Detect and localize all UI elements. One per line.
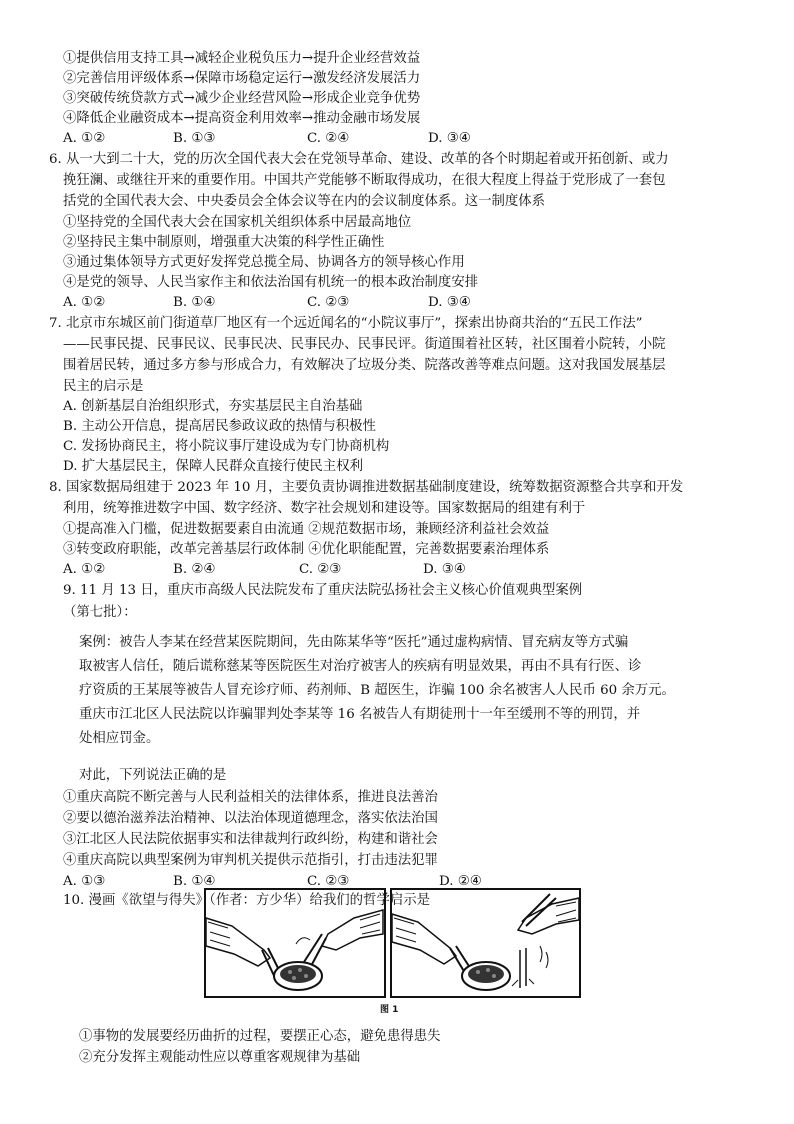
q6-option-1: ①坚持党的全国代表大会在国家机关组织体系中居最高地位 bbox=[63, 215, 412, 230]
q6-stem-line-3: 括党的全国代表大会、中央委员会全体会议等在内的会议制度体系。这一制度体系 bbox=[63, 194, 546, 209]
q5-choice-a: A. ①② bbox=[63, 131, 106, 146]
q10-option-2: ②充分发挥主观能动性应以尊重客观规律为基础 bbox=[79, 1050, 361, 1065]
q9-choice-a: A. ①③ bbox=[63, 874, 106, 889]
q5-option-3: ③突破传统贷款方式→减少企业经营风险→形成企业竞争优势 bbox=[63, 91, 421, 106]
q5-option-4: ④降低企业融资成本→提高资金利用效率→推动金融市场发展 bbox=[63, 111, 421, 126]
q6-stem-line-1: 6. 从一大到二十大，党的历次全国代表大会在党领导革命、建设、改革的各个时期起着或开拓创新、或力 bbox=[49, 152, 669, 167]
q9-prompt: 对此，下列说法正确的是 bbox=[79, 768, 227, 783]
q8-choice-b: B. ②④ bbox=[173, 562, 216, 577]
figure-label: 图 1 bbox=[380, 1005, 399, 1015]
q9-case-line-3: 疗资质的王某展等被告人冒充诊疗师、药剂师、B 超医生，诈骗 100 余名被害人人民币 60 余万元。 bbox=[79, 683, 675, 698]
q6-choice-b: B. ①④ bbox=[173, 295, 216, 310]
q9-choice-c: C. ②③ bbox=[307, 874, 350, 889]
q9-option-3: ③江北区人民法院依据事实和法律裁判行政纠纷，构建和谐社会 bbox=[63, 832, 438, 847]
q7-stem-line-4: 民主的启示是 bbox=[63, 379, 144, 394]
q7-stem-line-2: ——民事民提、民事民议、民事民决、民事民办、民事民评。街道围着社区转，社区围着小院转，小院 bbox=[63, 337, 666, 352]
q8-options-1-2: ①提高准入门槛，促进数据要素自由流通 ②规范数据市场，兼顾经济利益社会效益 bbox=[63, 522, 550, 537]
q9-choice-d: D. ②④ bbox=[439, 874, 482, 889]
q9-case-line-4: 重庆市江北区人民法院以诈骗罪判处李某等 16 名被告人有期徒刑十一年至缓刑不等的刑罚，并 bbox=[79, 707, 641, 722]
q8-choice-a: A. ①② bbox=[63, 562, 106, 577]
q6-choice-a: A. ①② bbox=[63, 295, 106, 310]
q6-option-3: ③通过集体领导方式更好发挥党总揽全局、协调各方的领导核心作用 bbox=[63, 255, 465, 270]
q6-option-2: ②坚持民主集中制原则，增强重大决策的科学性正确性 bbox=[63, 235, 385, 250]
q7-option-a: A. 创新基层自治组织形式，夯实基层民主自治基础 bbox=[63, 399, 363, 414]
q9-case-line-1: 案例：被告人李某在经营某医院期间，先由陈某华等“医托”通过虚构病情、冒充病友等方式骗 bbox=[79, 635, 629, 650]
q7-stem-line-3: 围着居民转，通过多方参与形成合力，有效解决了垃圾分类、院落改善等难点问题。这对我国发展基层 bbox=[63, 358, 666, 373]
q7-option-c: C. 发扬协商民主，将小院议事厅建设成为专门协商机构 bbox=[63, 439, 390, 454]
q10-stem: 10. 漫画《欲望与得失》（作者：方少华）给我们的哲学启示是 bbox=[63, 893, 431, 908]
q9-option-4: ④重庆高院以典型案例为审判机关提供示范指引，打击违法犯罪 bbox=[63, 853, 438, 868]
q9-option-2: ②要以德治滋养法治精神、以法治体现道德理念，落实依法治国 bbox=[63, 811, 438, 826]
q8-stem-line-1: 8. 国家数据局组建于 2023 年 10 月，主要负责协调推进数据基础制度建设，统筹数据资源整合共享和开发 bbox=[49, 480, 684, 495]
q6-choice-c: C. ②③ bbox=[307, 295, 350, 310]
q7-option-d: D. 扩大基层民主，保障人民群众直接行使民主权利 bbox=[63, 459, 363, 474]
q9-choice-b: B. ①④ bbox=[173, 874, 216, 889]
q10-option-1: ①事物的发展要经历曲折的过程，要摆正心态，避免患得患失 bbox=[79, 1029, 441, 1044]
q8-choice-c: C. ②③ bbox=[299, 562, 342, 577]
q5-choice-c: C. ②④ bbox=[307, 131, 350, 146]
cartoon-figure bbox=[204, 888, 582, 1000]
q9-case-line-5: 处相应罚金。 bbox=[79, 731, 160, 746]
q7-stem-line-1: 7. 北京市东城区前门街道草厂地区有一个远近闻名的“小院议事厅”，探索出协商共治的“五民工作法” bbox=[49, 316, 643, 331]
q5-choice-d: D. ③④ bbox=[428, 131, 471, 146]
cartoon-panel-left bbox=[205, 889, 385, 997]
q9-case-line-2: 取被害人信任，随后谎称慈某等医院医生对治疗被害人的疾病有明显效果，再由不具有行医、诊 bbox=[79, 659, 642, 674]
q8-options-3-4: ③转变政府职能，改革完善基层行政体制 ④优化职能配置，完善数据要素治理体系 bbox=[63, 542, 550, 557]
q6-option-4: ④是党的领导、人民当家作主和依法治国有机统一的根本政治制度安排 bbox=[63, 275, 479, 290]
q9-option-1: ①重庆高院不断完善与人民利益相关的法律体系，推进良法善治 bbox=[63, 790, 438, 805]
q7-option-b: B. 主动公开信息，提高居民参政议政的热情与积极性 bbox=[63, 419, 376, 434]
q8-stem-line-2: 利用，统筹推进数字中国、数字经济、数字社会规划和建设等。国家数据局的组建有利于 bbox=[63, 501, 586, 516]
q5-option-2: ②完善信用评级体系→保障市场稳定运行→激发经济发展活力 bbox=[63, 71, 421, 86]
q5-choice-b: B. ①③ bbox=[173, 131, 216, 146]
q9-stem-line-2: （第七批）： bbox=[63, 605, 137, 620]
q5-option-1: ①提供信用支持工具→减轻企业税负压力→提升企业经营效益 bbox=[63, 51, 421, 66]
q9-stem-line-1: 9. 11 月 13 日，重庆市高级人民法院发布了重庆法院弘扬社会主义核心价值观典型案例 bbox=[63, 583, 583, 598]
cartoon-panel-right bbox=[391, 889, 580, 997]
q6-stem-line-2: 挽狂澜、或继往开来的重要作用。中国共产党能够不断取得成功，在很大程度上得益于党形成了一套包 bbox=[63, 173, 666, 188]
q8-choice-d: D. ③④ bbox=[423, 562, 466, 577]
q6-choice-d: D. ③④ bbox=[428, 295, 471, 310]
